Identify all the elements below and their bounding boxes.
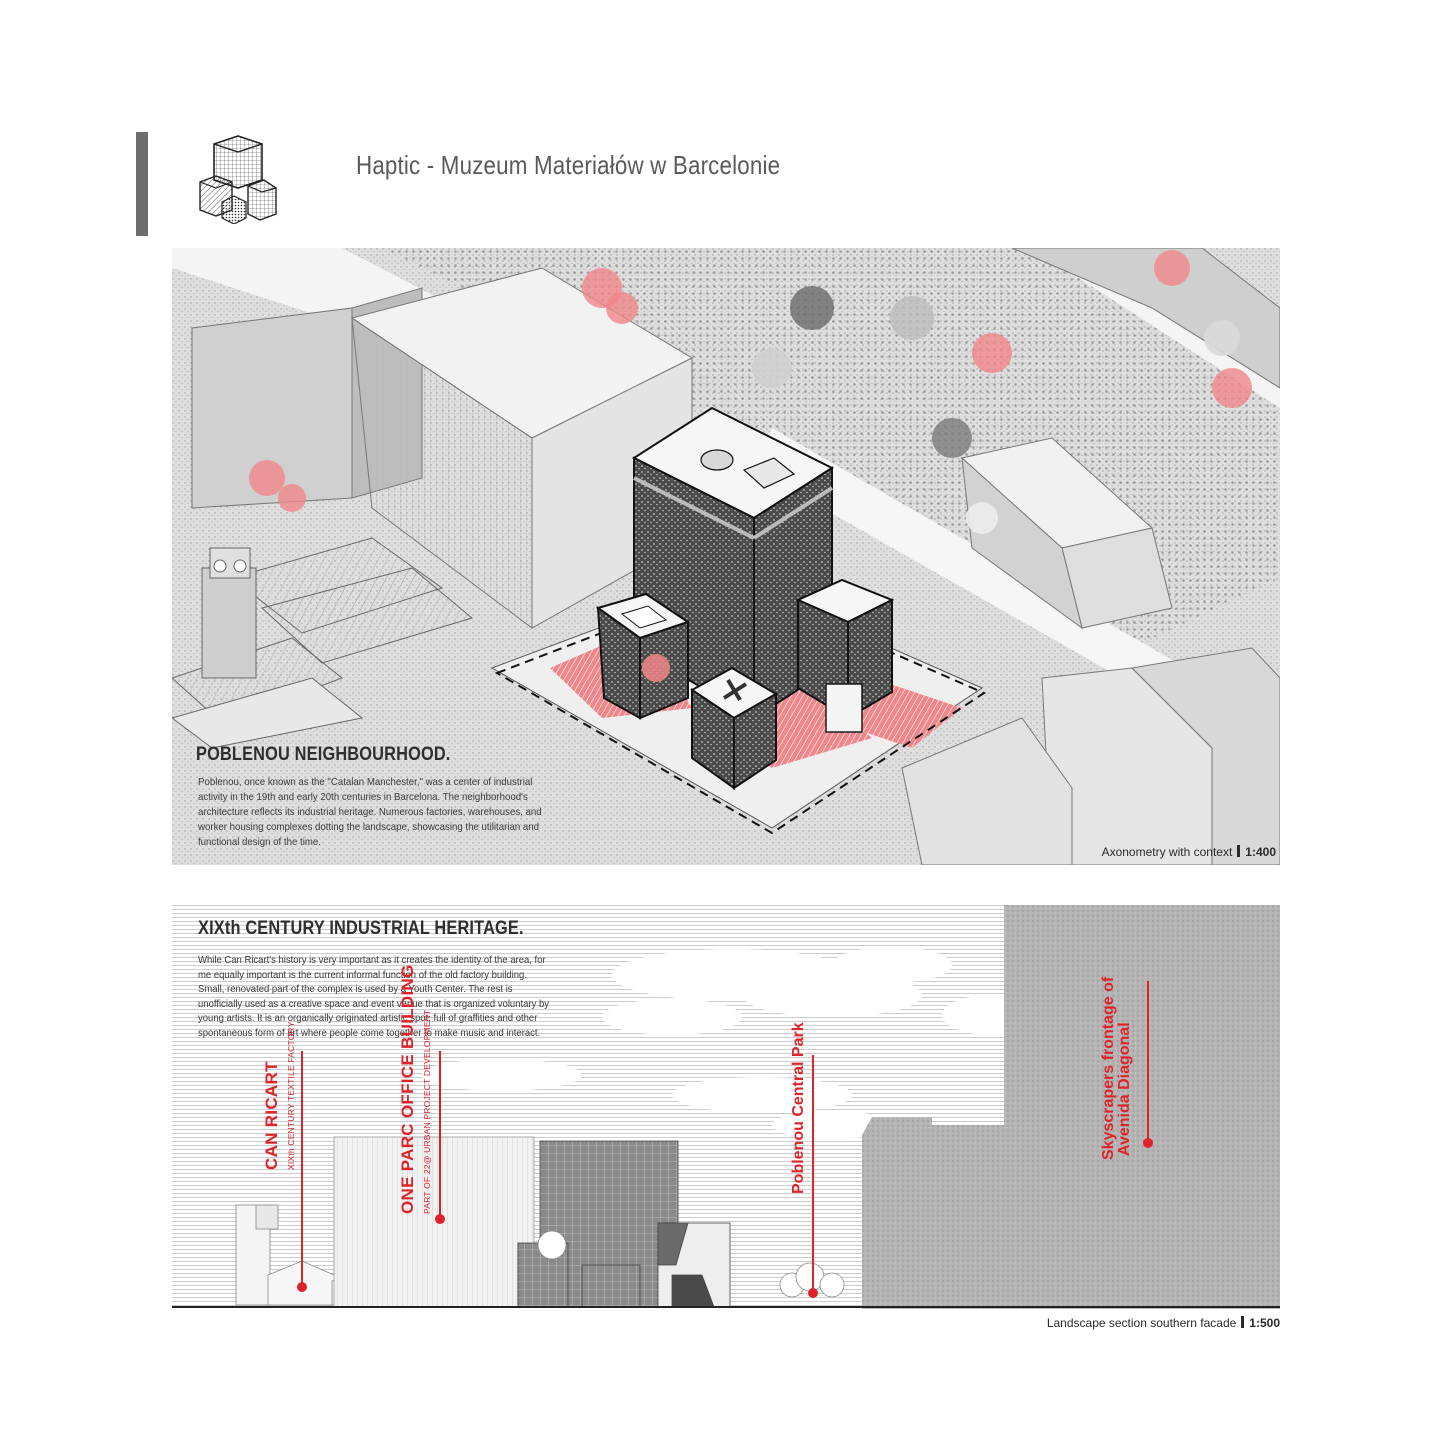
label-can-ricart-title: CAN RICART — [262, 1061, 281, 1170]
label-central-park: Poblenou Central Park — [790, 1022, 807, 1194]
label-can-ricart-subtitle: XIXth CENTURY TEXTILE FACTORY — [286, 1021, 296, 1170]
caption-separator — [1237, 845, 1240, 857]
header-accent-bar — [136, 132, 148, 236]
axonometry-caption-label: Axonometry with context — [1101, 845, 1233, 859]
label-one-parc-subtitle: PART OF 22@ URBAN PROJECT DEVELOPMENT — [422, 1009, 432, 1214]
caption-separator — [1241, 1316, 1244, 1328]
axonometry-caption — [1060, 845, 1276, 859]
section-caption — [1040, 1316, 1280, 1330]
section-description: While Can Ricart's history is very important as it creates the identity of the area, for me equally important is the current informal function of the old factory building. Small, renovated part of the complex is used by a Youth Center. The rest is unofficially used as a creative space and event venue that is organized voluntary by young artists. It is an organically originated artistic spot, full of graffities and other spontaneous form of art where people come together to make music and interact. — [198, 955, 550, 1039]
axonometry-drawing — [172, 248, 1280, 865]
section-heading: XIXth CENTURY INDUSTRIAL HERITAGE. — [198, 918, 524, 939]
page-title: Haptic - Muzeum Materiałów w Barcelonie — [356, 150, 781, 180]
axonometry-panel — [172, 248, 1280, 865]
section-caption-label: Landscape section southern facade — [1046, 1316, 1237, 1330]
label-one-parc-title: ONE PARC OFFICE BUILDING — [398, 964, 417, 1214]
label-skyscrapers-line1: Skyscrapers frontage of — [1100, 976, 1117, 1160]
axonometry-caption-scale: 1:400 — [1245, 845, 1276, 859]
one-parc-elevation — [334, 1137, 534, 1307]
museum-cube-west — [598, 594, 688, 718]
label-skyscrapers-line2: Avenida Diagonal — [1116, 1022, 1133, 1156]
section-caption-scale: 1:500 — [1249, 1316, 1280, 1330]
museum-cubes-logo-icon — [192, 132, 282, 224]
axonometry-description: Poblenou, once known as the "Catalan Manchester," was a center of industrial activity in the 19th and early 20th centuries in Barcelona. The neighborhood's architecture reflects its industrial heritage. Numerous factories, warehouses, and worker housing complexes dotting the landscape, showcasing the utilitarian and functional design of the time. — [198, 776, 542, 848]
axonometry-heading: POBLENOU NEIGHBOURHOOD. — [196, 744, 451, 765]
